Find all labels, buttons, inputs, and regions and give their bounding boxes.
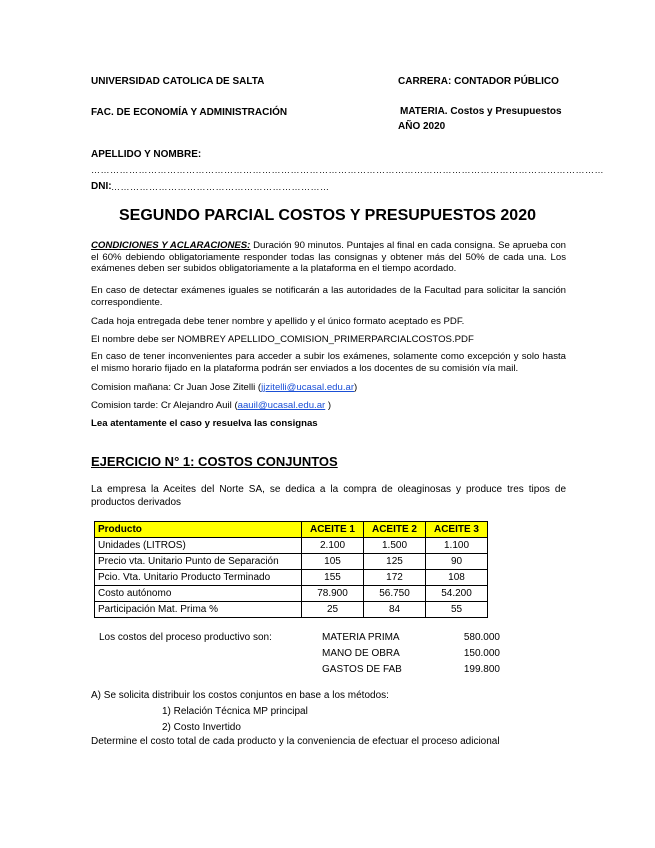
morning-commission: [91, 382, 566, 394]
afternoon-commission: [91, 400, 566, 412]
cost-name: MANO DE OBRA: [322, 648, 400, 659]
cost-name: GASTOS DE FAB: [322, 664, 402, 675]
file-name-note: El nombre debe ser NOMBREY APELLIDO_COMISION_PRIMERPARCIALCOSTOS.PDF: [91, 334, 474, 345]
table-cell: 172: [364, 570, 426, 586]
career-label: CARRERA: CONTADOR PÚBLICO: [398, 76, 559, 87]
final-instruction: Determine el costo total de cada producto y la conveniencia de efectuar el proceso adicional: [91, 736, 500, 747]
exam-title: SEGUNDO PARCIAL COSTOS Y PRESUPUESTOS 2020: [118, 207, 536, 224]
faculty-name: FAC. DE ECONOMÍA Y ADMINISTRACIÓN: [91, 107, 288, 118]
row-label: Unidades (LITROS): [95, 538, 302, 554]
task-a: A) Se solicita distribuir los costos conjuntos en base a los métodos:: [91, 690, 389, 701]
row-label: Pcio. Vta. Unitario Producto Terminado: [95, 570, 302, 586]
cost-value: 199.800: [463, 664, 500, 675]
table-cell: 108: [426, 570, 488, 586]
table-header-row: [95, 522, 488, 538]
header-product: Producto: [95, 522, 302, 538]
afternoon-email-link[interactable]: aauil@ucasal.edu.ar: [237, 400, 326, 411]
table-cell: 55: [426, 602, 488, 618]
exercise-intro: La empresa la Aceites del Norte SA, se dedica a la compra de oleaginosas y produce tres tipos de productos derivados: [91, 484, 566, 508]
conditions-paragraph: [91, 240, 566, 275]
afternoon-commission-close: ): [325, 400, 332, 411]
table-cell: 90: [426, 554, 488, 570]
year-label: AÑO 2020: [398, 121, 446, 132]
header-aceite-3: ACEITE 3: [426, 522, 488, 538]
table-cell: 56.750: [364, 586, 426, 602]
table-row: [95, 554, 488, 570]
cost-value: 580.000: [463, 632, 500, 643]
university-name: UNIVERSIDAD CATOLICA DE SALTA: [91, 76, 265, 87]
table-row: [95, 538, 488, 554]
header-aceite-1: ACEITE 1: [302, 522, 364, 538]
table-cell: 84: [364, 602, 426, 618]
conditions-text: Duración 90 minutos. Puntajes al final en cada consigna. Se aprueba con el 60% debiendo obligatoriamente responder todas las consignas y obtener más del 50% de cada una. Los exámenes deben ser subidos obligatoriamente a la plataforma en el tiempo acordado.: [91, 240, 567, 275]
morning-email-link[interactable]: jjzitelli@ucasal.edu.ar: [261, 382, 355, 393]
method-1: 1) Relación Técnica MP principal: [162, 706, 308, 717]
row-label: Participación Mat. Prima %: [95, 602, 302, 618]
table-cell: 125: [364, 554, 426, 570]
cost-value: 150.000: [463, 648, 500, 659]
table-cell: 1.100: [426, 538, 488, 554]
table-row: [95, 586, 488, 602]
method-2: 2) Costo Invertido: [162, 722, 241, 733]
subject-label: MATERIA. Costos y Presupuestos: [400, 106, 562, 117]
dni-label: DNI:: [91, 181, 112, 192]
table-cell: 2.100: [302, 538, 364, 554]
sheet-format-note: Cada hoja entregada debe tener nombre y apellido y el único formato aceptado es PDF.: [91, 316, 465, 327]
table-cell: 78.900: [302, 586, 364, 602]
table-row: [95, 570, 488, 586]
afternoon-commission-text: Comision tarde: Cr Alejandro Auil (: [91, 400, 238, 411]
cost-name: MATERIA PRIMA: [322, 632, 400, 643]
table-row: [95, 602, 488, 618]
table-cell: 1.500: [364, 538, 426, 554]
upload-issue-note: En caso de tener inconvenientes para acceder a subir los exámenes, solamente como excepción y solo hasta el mismo horario fijado en la plataforma podrán ser enviados a los docentes de su comisión vía mail.: [91, 351, 566, 374]
duplicate-exams-note: En caso de detectar exámenes iguales se notificarán a las autoridades de la Facultad para solicitar la sanción correspondiente.: [91, 285, 566, 308]
row-label: Costo autónomo: [95, 586, 302, 602]
table-cell: 105: [302, 554, 364, 570]
table-cell: 54.200: [426, 586, 488, 602]
conditions-label: CONDICIONES Y ACLARACIONES:: [91, 240, 251, 251]
morning-commission-close: ): [354, 382, 358, 393]
products-table: [94, 521, 488, 618]
table-cell: 155: [302, 570, 364, 586]
header-aceite-2: ACEITE 2: [364, 522, 426, 538]
row-label: Precio vta. Unitario Punto de Separación: [95, 554, 302, 570]
costs-label: Los costos del proceso productivo son:: [99, 632, 272, 643]
name-label: APELLIDO Y NOMBRE:: [91, 149, 202, 160]
dni-dotted-line: ……………………………………………………………: [111, 182, 330, 192]
morning-commission-text: Comision mañana: Cr Juan Jose Zitelli (: [91, 382, 262, 393]
exercise-heading: EJERCICIO N° 1: COSTOS CONJUNTOS: [91, 454, 338, 469]
name-dotted-line: ………………………………………………………………………………………………………………………………………………: [91, 165, 604, 175]
read-carefully-note: Lea atentamente el caso y resuelva las consignas: [91, 418, 318, 429]
table-cell: 25: [302, 602, 364, 618]
